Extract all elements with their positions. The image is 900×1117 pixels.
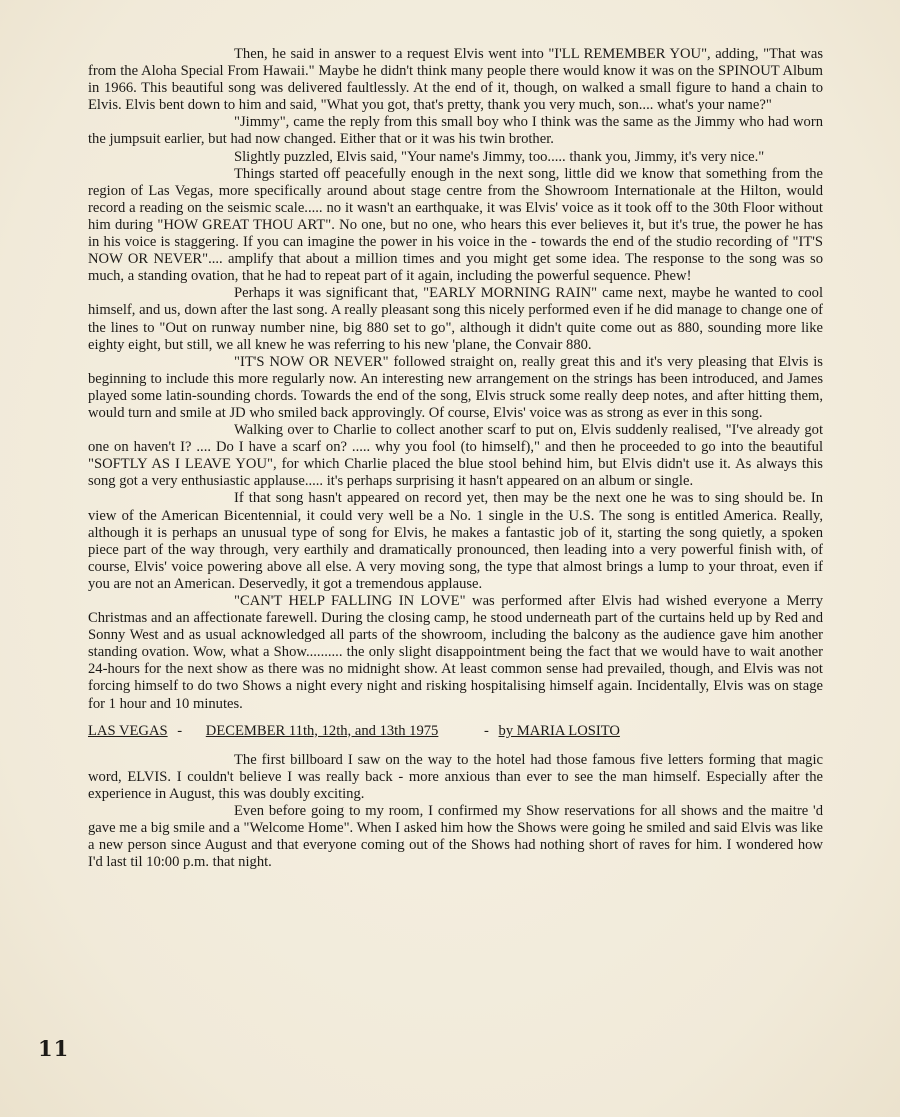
- article-body: [88, 46, 823, 871]
- byline-location: LAS VEGAS: [88, 722, 168, 739]
- paragraph: "CAN'T HELP FALLING IN LOVE" was performed after Elvis had wished everyone a Merry Christmas and an affectionate farewell. During the closing camp, he stood underneath part of the curtains held up by Red and Sonny West and as usual acknowledged all parts of the showroom, including the balcony as the audience gave him another standing ovation. Wow, what a Show.......... the only slight disappointment being the fact that we would have to wait another 24-hours for the next show as there was no midnight show. At least common sense had prevailed, though, and Elvis was not forcing himself to do two Shows a night every night and risking hospitalising himself again. Incidentally, Elvis was on stage for 1 hour and 10 minutes.: [88, 593, 823, 712]
- paragraph: Perhaps it was significant that, "EARLY MORNING RAIN" came next, maybe he wanted to cool himself, and us, down after the last song. A really pleasant song this nicely performed even if he did manage to change one of the lines to "Out on runway number nine, big 880 set to go", although it didn't quite come out as 880, sounding more like eighty eight, but still, we all knew he was referring to his new 'plane, the Convair 880.: [88, 285, 823, 353]
- paragraph: The first billboard I saw on the way to the hotel had those famous five letters forming that magic word, ELVIS. I couldn't believe I was really back - more anxious than ever to see the man himself. Especially after the experience in August, this was doubly exciting.: [88, 751, 823, 802]
- paragraph: Then, he said in answer to a request Elvis went into "I'LL REMEMBER YOU", adding, "That was from the Aloha Special From Hawaii." Maybe he didn't think many people there would know it was on the SPINOUT Album in 1966. This beautiful song was delivered faultlessly. At the end of it, though, on walked a small figure to hand a chain to Elvis. Elvis bent down to him and said, "What you got, that's pretty, thank you very much, son.... what's your name?": [88, 46, 823, 114]
- paragraph: Things started off peacefully enough in the next song, little did we know that something from the region of Las Vegas, more specifically around about stage centre from the Showroom Internationale at the Hilton, would record a reading on the seismic scale..... no it wasn't an earthquake, it was Elvis' voice as it took off to the 30th Floor without him during "HOW GREAT THOU ART". No one, but no one, who hears this ever believes it, but it's true, the power he has in his voice is staggering. If you can imagine the power in his voice in the - towards the end of the studio recording of "IT'S NOW OR NEVER".... amplify that about a million times and you might get some idea. The response to the song was so much, a standing ovation, that he had to repeat part of it again, including the powerful sequence. Phew!: [88, 165, 823, 285]
- paragraph: Walking over to Charlie to collect another scarf to put on, Elvis suddenly realised, "I've already got one on haven't I? .... Do I have a scarf on? ..... why you fool (to himself)," and then he proceeded to go into the beautiful "SOFTLY AS I LEAVE YOU", for which Charlie placed the blue stool behind him, but Elvis didn't use it. As always this song got a very enthusiastic applause..... it's perhaps surprising it hasn't appeared on an album or single.: [88, 422, 823, 490]
- paragraph: If that song hasn't appeared on record yet, then may be the next one he was to sing should be. In view of the American Bicentennial, it could very well be a No. 1 single in the U.S. The song is entitled America. Really, although it is perhaps an unusual type of song for Elvis, he makes a fantastic job of it, starting the song quietly, a spoken piece part of the way through, very earthily and dramatically pronounced, then leading into a very powerful finish with, of course, Elvis' voice powering above all else. A very moving song, the type that almost brings a lump to your throat, even if you are not an American. Deservedly, it got a tremendous applause.: [88, 490, 823, 592]
- paragraph: Even before going to my room, I confirmed my Show reservations for all shows and the maitre 'd gave me a big smile and a "Welcome Home". When I asked him how the Shows were going he smiled and said Elvis was like a new person since August and that everyone coming out of the Shows had nothing short of raves for him. I wondered how I'd last til 10:00 p.m. that night.: [88, 802, 823, 871]
- byline-dates: DECEMBER 11th, 12th, and 13th 1975: [205, 722, 439, 739]
- section-byline: LAS VEGAS - DECEMBER 11th, 12th, and 13th 1975 - by MARIA LOSITO: [88, 722, 620, 739]
- byline-author: by MARIA LOSITO: [498, 722, 620, 739]
- paragraph: Slightly puzzled, Elvis said, "Your name's Jimmy, too..... thank you, Jimmy, it's very nice.": [234, 148, 765, 165]
- paragraph: "IT'S NOW OR NEVER" followed straight on, really great this and it's very pleasing that Elvis is beginning to include this more regularly now. An interesting new arrangement on the strings has been introduced, and James played some latin-sounding chords. Towards the end of the song, Elvis struck some really deep notes, and after hitting them, would turn and smile at JD who smiled back approvingly. Of course, Elvis' voice was as strong as ever in this song.: [88, 353, 823, 421]
- paragraph: "Jimmy", came the reply from this small boy who I think was the same as the Jimmy who had worn the jumpsuit earlier, but had now changed. Either that or it was his twin brother.: [88, 114, 823, 148]
- page-number: 11: [38, 1036, 70, 1061]
